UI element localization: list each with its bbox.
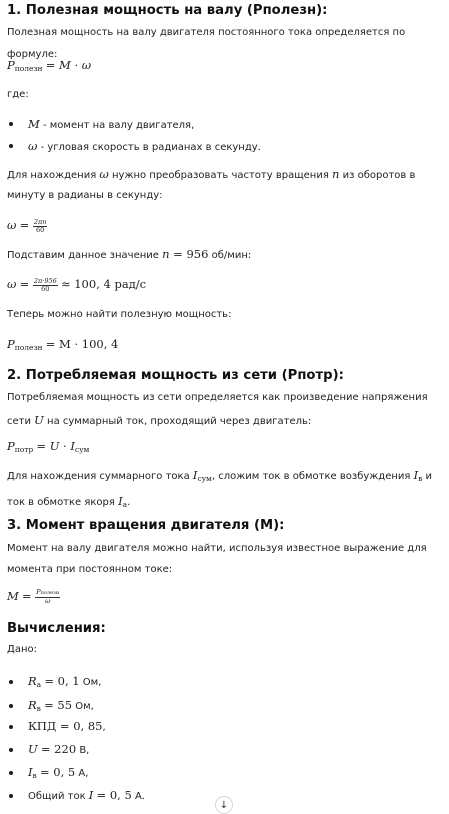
sec2-find-current: Для нахождения суммарного тока $I_{сум}$, сложим ток в обмотке возбуждения $I_в$ и ток в обмотке якоря $I_а$. xyxy=(7,468,433,509)
conversion-text: Для нахождения ω нужно преобразовать частоту вращения n из оборотов в минуту в радианы в секунду: xyxy=(7,167,416,201)
section-1-heading: 1. Полезная мощность на валу (Рполезн): xyxy=(7,3,328,18)
bullet-marker xyxy=(9,122,13,126)
bullet-marker xyxy=(9,704,13,708)
given-item-ra: $R_а = 0$, 1 Ом, xyxy=(28,674,102,689)
section-3-heading: 3. Момент вращения двигателя (М): xyxy=(7,518,285,533)
sec1-intro: Полезная мощность на валу двигателя постоянного тока определяется по формуле: xyxy=(7,27,406,60)
formula-p-useful-value: $P_{полезн} = M \cdot 100$, 4 xyxy=(7,337,119,352)
sec3-intro: Момент на валу двигателя можно найти, используя известное выражение для момента при постоянном токе: xyxy=(7,543,427,575)
bullet-marker xyxy=(9,771,13,775)
scroll-down-button[interactable] xyxy=(215,796,233,814)
section-2-heading: 2. Потребляемая мощность из сети (Рпотр): xyxy=(7,368,344,383)
bullet-marker xyxy=(9,794,13,798)
where-label: где: xyxy=(7,89,29,100)
formula-omega: ω = $\frac{2\pi n}{60}$ xyxy=(7,217,47,234)
given-label: Дано: xyxy=(7,644,37,655)
given-item-efficiency: КПД = 0, 85, xyxy=(28,719,106,733)
given-item-iv: $I_в = 0$, 5 А, xyxy=(28,765,89,780)
bullet-moment: M - момент на валу двигателя, xyxy=(28,117,195,131)
then-text: Теперь можно найти полезную мощность: xyxy=(7,309,232,320)
formula-moment: M = $\frac{\text{Pполезн}}{\omega}$ xyxy=(7,588,60,605)
formula-p-consumed: $P_{потр} = U \cdot I_{сум}$ xyxy=(7,439,90,454)
bullet-marker xyxy=(9,725,13,729)
bullet-marker xyxy=(9,680,13,684)
bullet-marker xyxy=(9,144,13,148)
given-item-total-current: Общий ток I = 0, 5 А. xyxy=(28,788,145,802)
calculations-heading: Вычисления: xyxy=(7,621,106,636)
substitution-text: Подставим данное значение n = 956 об/мин: xyxy=(7,247,252,261)
bullet-marker xyxy=(9,748,13,752)
given-item-rv: $R_в = 55$ Ом, xyxy=(28,698,94,713)
formula-p-useful: $P_{полезн} = M \cdot \omega$ xyxy=(7,58,92,73)
bullet-omega: ω - угловая скорость в радианах в секунду. xyxy=(28,139,261,153)
arrow-down-icon: ↓ xyxy=(219,799,229,811)
sec2-intro: Потребляемая мощность из сети определяется как произведение напряжения сети U на суммарный ток, проходящий через двигатель: xyxy=(7,392,428,427)
given-item-voltage: U = 220 В, xyxy=(28,742,90,756)
formula-omega-value: ω = $\frac{2\pi\cdot 956}{60}$ ≈ 100, 4 рад/с xyxy=(7,276,147,293)
